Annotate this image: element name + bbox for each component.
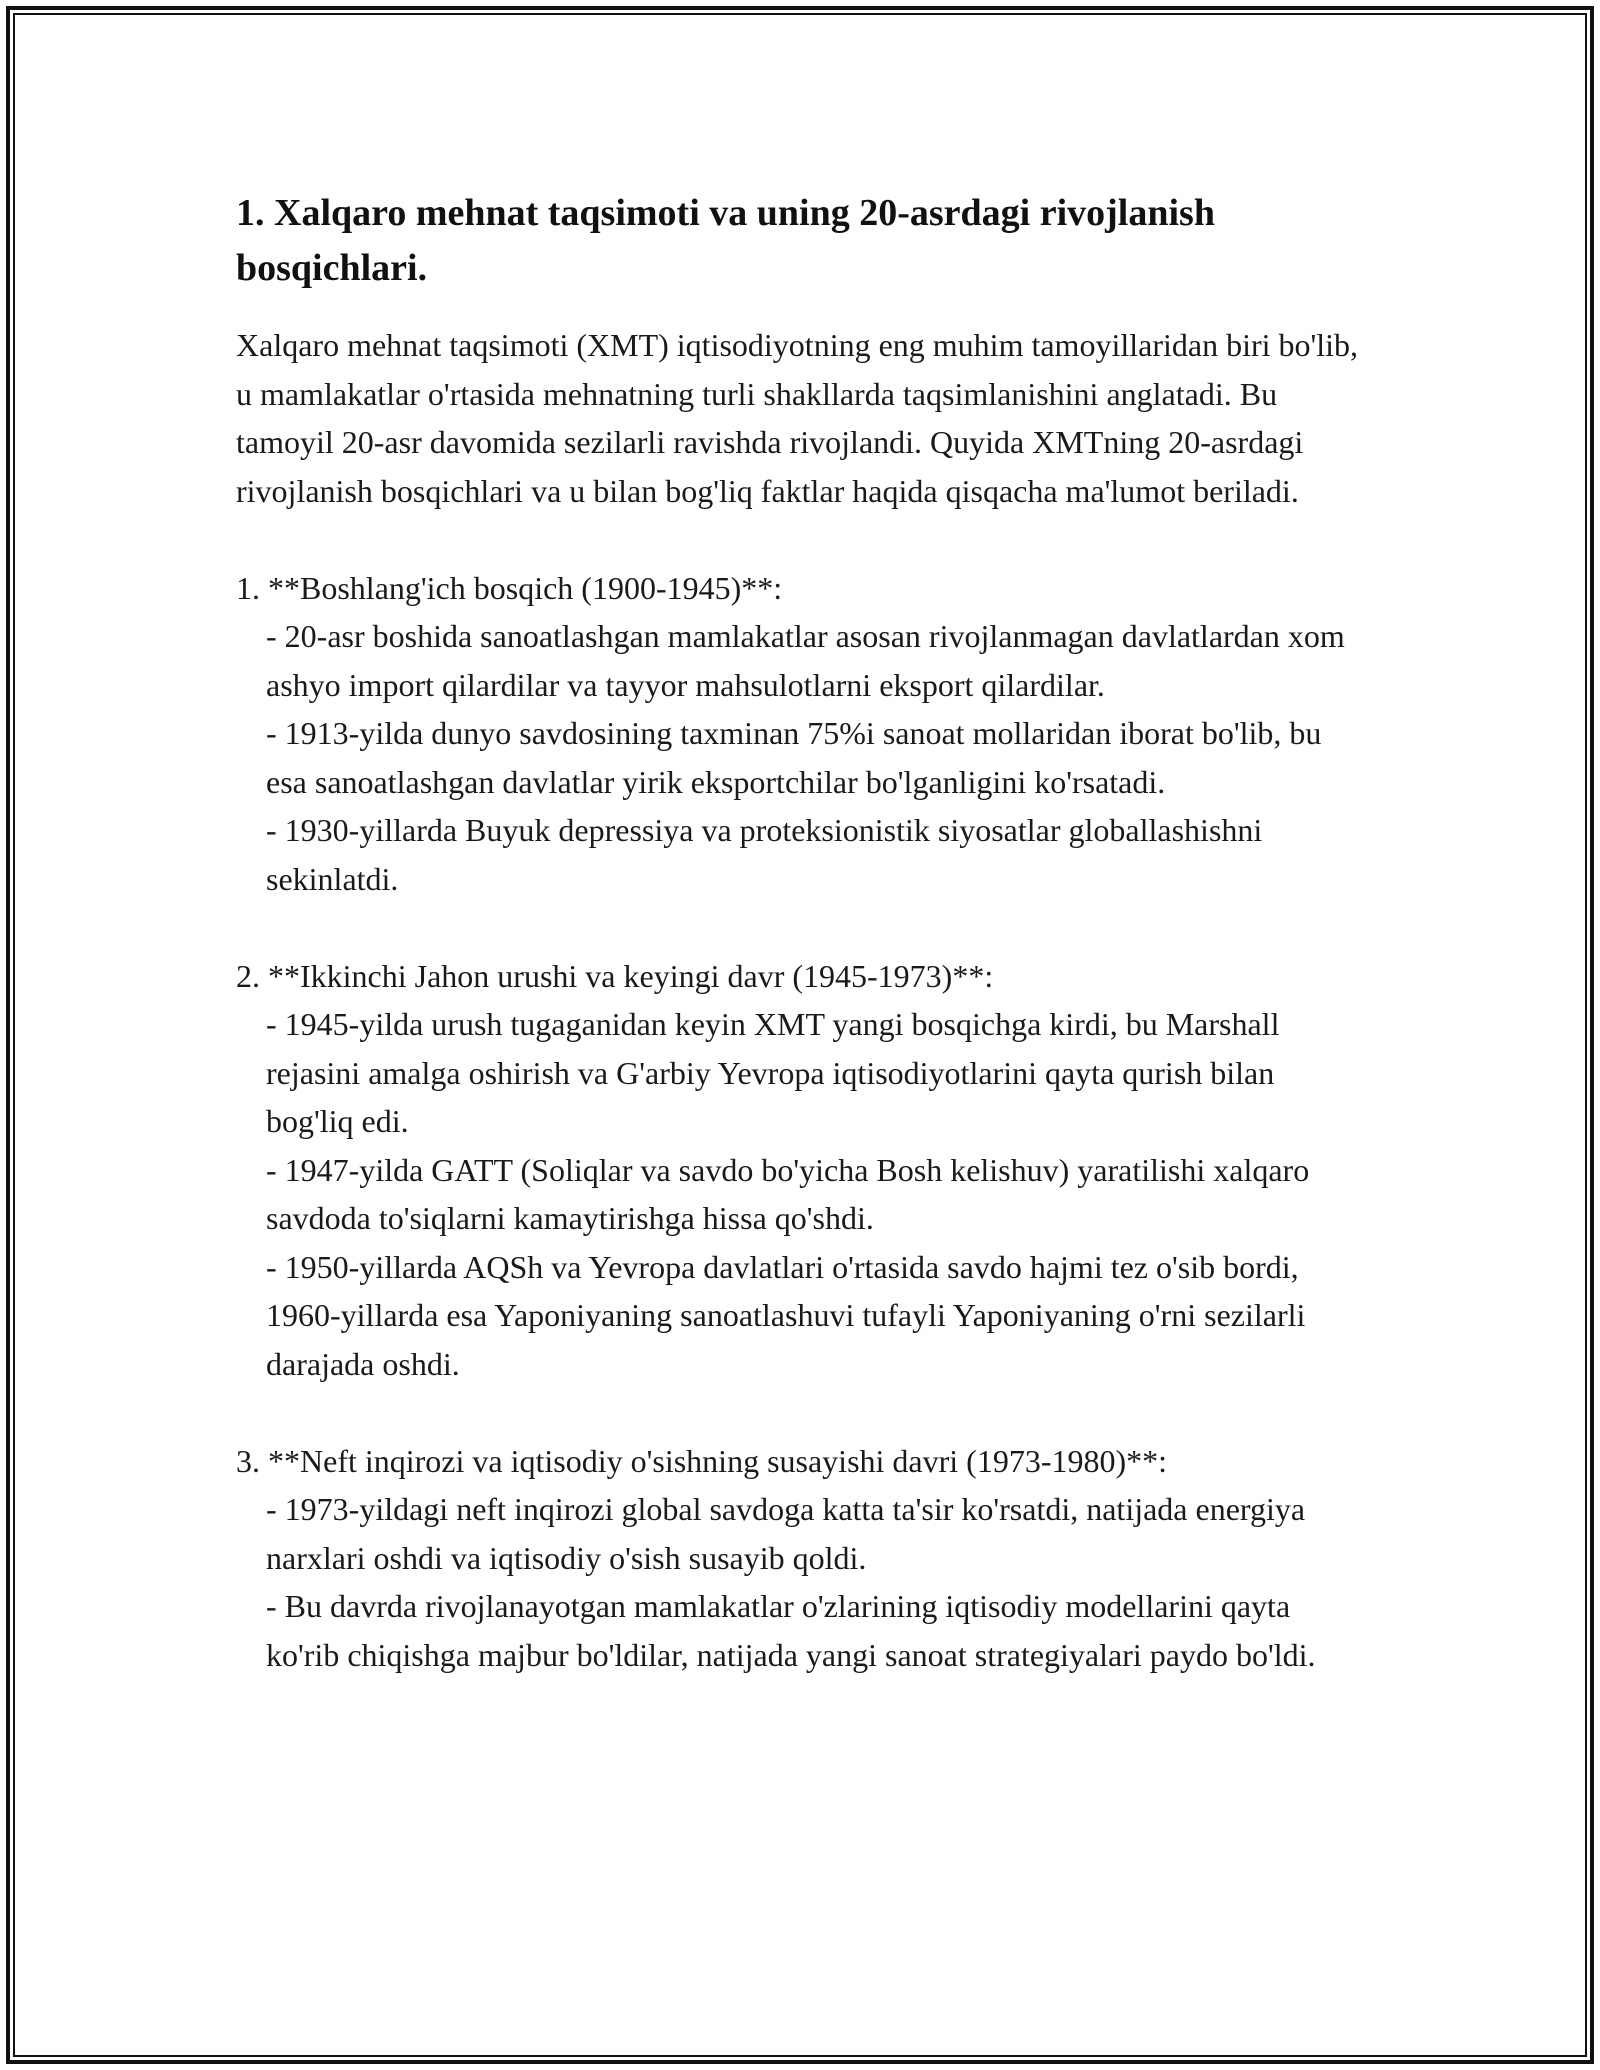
section-3: [236, 1437, 1366, 1680]
bullet-text: - 1913-yilda dunyo savdosining taxminan 75%i sanoat mollaridan iborat bo'lib, bu esa sanoatlashgan davlatlar yirik eksportchilar bo'lganligini ko'rsatadi.: [266, 715, 1322, 800]
document-body: [236, 186, 1366, 1679]
bullet-text: - 1950-yillarda AQSh va Yevropa davlatlari o'rtasida savdo hajmi tez o'sib bordi, 1960-yillarda esa Yaponiyaning sanoatlashuvi tufayli Yaponiyaning o'rni sezilarli darajada oshdi.: [266, 1248, 1306, 1382]
section-2: [236, 952, 1366, 1389]
bullet-item: [236, 612, 1366, 709]
section-title: 1. **Boshlang'ich bosqich (1900-1945)**:: [236, 569, 783, 606]
bullet-text: - 1973-yildagi neft inqirozi global savdoga katta ta'sir ko'rsatdi, natijada energiya narxlari oshdi va iqtisodiy o'sish susayib qoldi.: [266, 1491, 1306, 1576]
bullet-item: [236, 709, 1366, 806]
bullet-text: - 1945-yilda urush tugaganidan keyin XMT yangi bosqichga kirdi, bu Marshall rejasini amalga oshirish va G'arbiy Yevropa iqtisodiyotlarini qayta qurish bilan bog'liq edi.: [266, 1006, 1280, 1139]
bullet-item: [236, 1243, 1366, 1389]
intro-paragraph: Xalqaro mehnat taqsimoti (XMT) iqtisodiyotning eng muhim tamoyillaridan biri bo'lib, u mamlakatlar o'rtasida mehnatning turli shakllarda taqsimlanishini anglatadi. Bu tamoyil 20-asr davomida sezilarli ravishda rivojlandi. Quyida XMTning 20-asrdagi rivojlanish bosqichlari va u bilan bog'liq faktlar haqida qisqacha ma'lumot beriladi.: [236, 327, 1359, 509]
bullet-text: - 20-asr boshida sanoatlashgan mamlakatlar asosan rivojlanmagan davlatlardan xom ashyo import qilardilar va tayyor mahsulotlarni eksport qilardilar.: [266, 618, 1345, 703]
bullet-item: [236, 806, 1366, 903]
bullet-text: - 1930-yillarda Buyuk depressiya va proteksionistik siyosatlar globallashishni sekinlatdi.: [266, 812, 1263, 897]
section-title: 3. **Neft inqirozi va iqtisodiy o'sishning susayishi davri (1973-1980)**:: [236, 1442, 1168, 1479]
bullet-item: [236, 1000, 1366, 1146]
bullet-item: [236, 1582, 1366, 1679]
section-1: [236, 564, 1366, 904]
bullet-text: - 1947-yilda GATT (Soliqlar va savdo bo'yicha Bosh kelishuv) yaratilishi xalqaro savdoda to'siqlarni kamaytirishga hissa qo'shdi.: [266, 1151, 1310, 1236]
bullet-item: [236, 1146, 1366, 1243]
document-heading: 1. Xalqaro mehnat taqsimoti va uning 20-asrdagi rivojlanish bosqichlari.: [236, 192, 1215, 289]
section-title: 2. **Ikkinchi Jahon urushi va keyingi davr (1945-1973)**:: [236, 957, 994, 994]
bullet-item: [236, 1485, 1366, 1582]
bullet-text: - Bu davrda rivojlanayotgan mamlakatlar o'zlarining iqtisodiy modellarini qayta ko'rib chiqishga majbur bo'ldilar, natijada yangi sanoat strategiyalari paydo bo'ldi.: [266, 1588, 1316, 1673]
